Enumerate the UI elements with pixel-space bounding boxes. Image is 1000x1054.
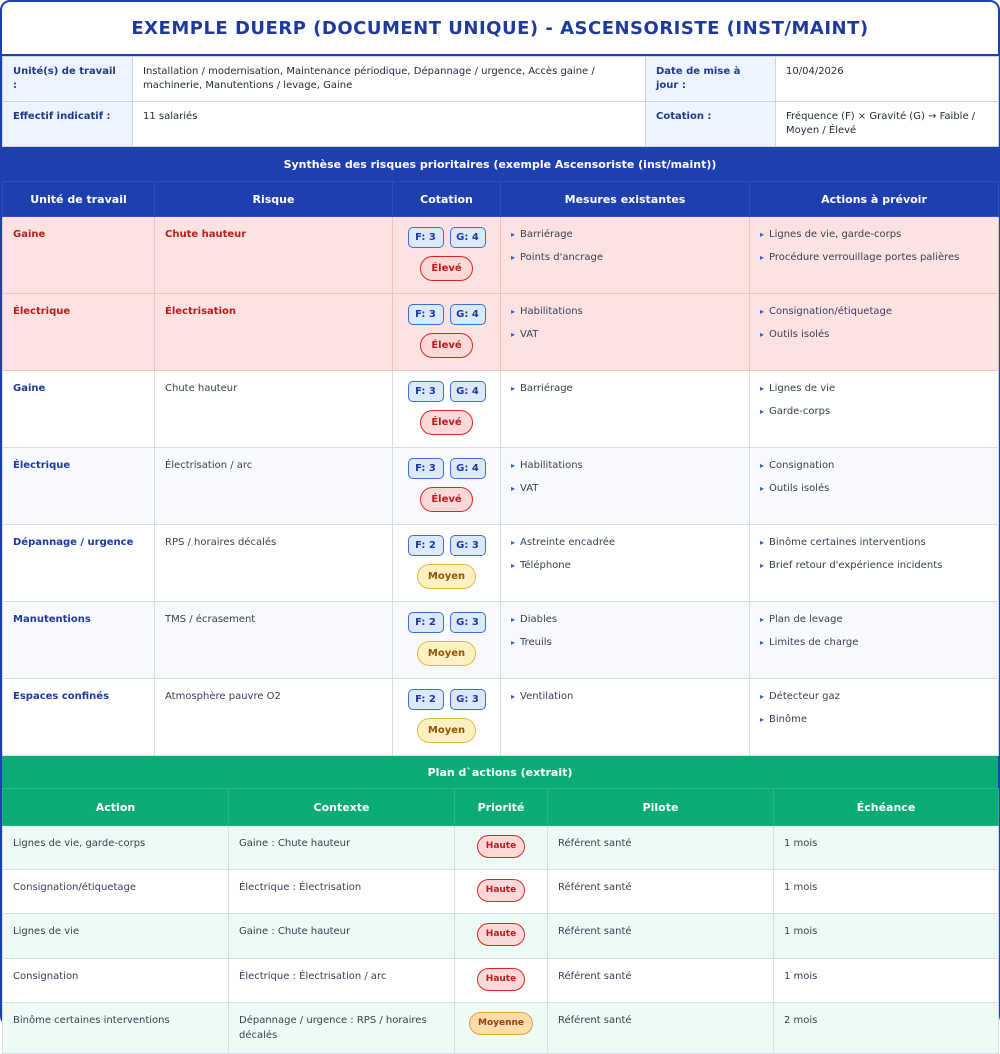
plan-action: Consignation/étiquetage bbox=[3, 870, 229, 914]
frequency-gravity bbox=[403, 381, 490, 402]
plan-row bbox=[3, 870, 999, 914]
existing-measures-list bbox=[511, 537, 739, 572]
plan-row bbox=[3, 826, 999, 870]
planned-actions-list bbox=[760, 229, 988, 264]
plan-header-priority: Priorité bbox=[455, 789, 548, 826]
risk-level-badge: Élevé bbox=[420, 410, 472, 435]
existing-measures-list bbox=[511, 383, 739, 395]
frequency-chip: F: 2 bbox=[408, 689, 444, 710]
action-item: ▸ Lignes de vie, garde-corps bbox=[760, 229, 988, 241]
gravity-chip: G: 4 bbox=[450, 381, 486, 402]
measure-item: ▸ Ventilation bbox=[511, 691, 739, 703]
measure-item: ▸ VAT bbox=[511, 483, 739, 495]
risk-level-badge: Élevé bbox=[420, 333, 472, 358]
frequency-chip: F: 2 bbox=[408, 612, 444, 633]
frequency-gravity bbox=[403, 689, 490, 710]
gravity-chip: G: 4 bbox=[450, 227, 486, 248]
plan-action: Consignation bbox=[3, 958, 229, 1002]
gravity-chip: G: 3 bbox=[450, 612, 486, 633]
risk-name: Électrisation bbox=[155, 294, 393, 371]
risk-header-unit: Unité de travail bbox=[3, 182, 155, 217]
measure-item: ▸ VAT bbox=[511, 329, 739, 341]
risk-unit: Électrique bbox=[3, 294, 155, 371]
action-item: ▸ Détecteur gaz bbox=[760, 691, 988, 703]
existing-measures-list bbox=[511, 460, 739, 495]
frequency-chip: F: 3 bbox=[408, 458, 444, 479]
risk-row bbox=[3, 679, 999, 756]
risk-rating-cell bbox=[393, 525, 501, 602]
action-item: ▸ Outils isolés bbox=[760, 483, 988, 495]
plan-context: Gaine : Chute hauteur bbox=[229, 826, 455, 870]
risk-unit: Gaine bbox=[3, 371, 155, 448]
risk-row bbox=[3, 294, 999, 371]
rating-label: Cotation : bbox=[646, 102, 776, 147]
measure-item: ▸ Astreinte encadrée bbox=[511, 537, 739, 549]
action-plan-table bbox=[2, 788, 999, 1054]
existing-measures-list bbox=[511, 614, 739, 649]
frequency-chip: F: 3 bbox=[408, 304, 444, 325]
staff-value: 11 salariés bbox=[133, 102, 646, 147]
existing-measures-cell bbox=[501, 448, 750, 525]
risks-section-title: Synthèse des risques prioritaires (exemple Ascensoriste (inst/maint)) bbox=[2, 147, 998, 181]
gravity-chip: G: 4 bbox=[450, 458, 486, 479]
risk-rating-cell bbox=[393, 294, 501, 371]
action-item: ▸ Plan de levage bbox=[760, 614, 988, 626]
staff-label: Effectif indicatif : bbox=[3, 102, 133, 147]
existing-measures-cell bbox=[501, 217, 750, 294]
plan-pilot: Référent santé bbox=[548, 914, 774, 958]
plan-priority-cell bbox=[455, 958, 548, 1002]
plan-section-title: Plan d`actions (extrait) bbox=[2, 756, 998, 788]
planned-actions-cell bbox=[750, 294, 999, 371]
priority-badge: Haute bbox=[477, 923, 525, 946]
risk-name: Atmosphère pauvre O2 bbox=[155, 679, 393, 756]
plan-due: 1 mois bbox=[774, 958, 999, 1002]
measure-item: ▸ Téléphone bbox=[511, 560, 739, 572]
measure-item: ▸ Habilitations bbox=[511, 460, 739, 472]
plan-header-context: Contexte bbox=[229, 789, 455, 826]
plan-context: Électrique : Électrisation / arc bbox=[229, 958, 455, 1002]
plan-context: Gaine : Chute hauteur bbox=[229, 914, 455, 958]
existing-measures-list bbox=[511, 691, 739, 703]
frequency-gravity bbox=[403, 227, 490, 248]
risk-name: TMS / écrasement bbox=[155, 602, 393, 679]
action-item: ▸ Binôme certaines interventions bbox=[760, 537, 988, 549]
existing-measures-cell bbox=[501, 294, 750, 371]
existing-measures-list bbox=[511, 229, 739, 264]
measure-item: ▸ Diables bbox=[511, 614, 739, 626]
plan-pilot: Référent santé bbox=[548, 1002, 774, 1053]
frequency-chip: F: 3 bbox=[408, 381, 444, 402]
risk-header-rating: Cotation bbox=[393, 182, 501, 217]
action-item: ▸ Limites de charge bbox=[760, 637, 988, 649]
measure-item: ▸ Treuils bbox=[511, 637, 739, 649]
measure-item: ▸ Barriérage bbox=[511, 229, 739, 241]
risk-level-badge: Moyen bbox=[417, 718, 476, 743]
planned-actions-list bbox=[760, 460, 988, 495]
plan-row bbox=[3, 914, 999, 958]
priority-badge: Haute bbox=[477, 968, 525, 991]
frequency-chip: F: 2 bbox=[408, 535, 444, 556]
plan-due: 1 mois bbox=[774, 826, 999, 870]
action-item: ▸ Lignes de vie bbox=[760, 383, 988, 395]
plan-priority-cell bbox=[455, 870, 548, 914]
planned-actions-cell bbox=[750, 448, 999, 525]
risk-row bbox=[3, 525, 999, 602]
priority-badge: Haute bbox=[477, 879, 525, 902]
risk-unit: Manutentions bbox=[3, 602, 155, 679]
planned-actions-cell bbox=[750, 217, 999, 294]
priority-badge: Moyenne bbox=[469, 1012, 533, 1035]
plan-action: Lignes de vie, garde-corps bbox=[3, 826, 229, 870]
document-title: EXEMPLE DUERP (DOCUMENT UNIQUE) - ASCENSORISTE (INST/MAINT) bbox=[2, 2, 998, 56]
existing-measures-list bbox=[511, 306, 739, 341]
risk-unit: Gaine bbox=[3, 217, 155, 294]
plan-header-due: Échéance bbox=[774, 789, 999, 826]
action-item: ▸ Garde-corps bbox=[760, 406, 988, 418]
frequency-gravity bbox=[403, 458, 490, 479]
plan-row bbox=[3, 958, 999, 1002]
risk-level-badge: Élevé bbox=[420, 256, 472, 281]
plan-priority-cell bbox=[455, 1002, 548, 1053]
frequency-gravity bbox=[403, 304, 490, 325]
plan-due: 2 mois bbox=[774, 1002, 999, 1053]
risk-level-badge: Moyen bbox=[417, 641, 476, 666]
planned-actions-list bbox=[760, 306, 988, 341]
existing-measures-cell bbox=[501, 371, 750, 448]
planned-actions-list bbox=[760, 383, 988, 418]
risk-table bbox=[2, 181, 999, 756]
risk-name: Chute hauteur bbox=[155, 371, 393, 448]
plan-header-pilot: Pilote bbox=[548, 789, 774, 826]
planned-actions-cell bbox=[750, 525, 999, 602]
risk-row bbox=[3, 448, 999, 525]
plan-action: Lignes de vie bbox=[3, 914, 229, 958]
risk-header-risk: Risque bbox=[155, 182, 393, 217]
risk-rating-cell bbox=[393, 602, 501, 679]
plan-due: 1 mois bbox=[774, 870, 999, 914]
planned-actions-list bbox=[760, 614, 988, 649]
plan-pilot: Référent santé bbox=[548, 958, 774, 1002]
frequency-chip: F: 3 bbox=[408, 227, 444, 248]
risk-row bbox=[3, 371, 999, 448]
risk-unit: Dépannage / urgence bbox=[3, 525, 155, 602]
existing-measures-cell bbox=[501, 525, 750, 602]
risk-unit: Électrique bbox=[3, 448, 155, 525]
priority-badge: Haute bbox=[477, 835, 525, 858]
action-item: ▸ Outils isolés bbox=[760, 329, 988, 341]
risk-row bbox=[3, 217, 999, 294]
risk-row bbox=[3, 602, 999, 679]
plan-row bbox=[3, 1002, 999, 1053]
planned-actions-cell bbox=[750, 371, 999, 448]
date-value: 10/04/2026 bbox=[776, 57, 999, 102]
action-item: ▸ Consignation bbox=[760, 460, 988, 472]
units-label: Unité(s) de travail : bbox=[3, 57, 133, 102]
planned-actions-cell bbox=[750, 602, 999, 679]
risk-name: Chute hauteur bbox=[155, 217, 393, 294]
plan-context: Dépannage / urgence : RPS / horaires décalés bbox=[229, 1002, 455, 1053]
existing-measures-cell bbox=[501, 602, 750, 679]
rating-value: Fréquence (F) × Gravité (G) → Faible / Moyen / Élevé bbox=[776, 102, 999, 147]
risk-header-measures: Mesures existantes bbox=[501, 182, 750, 217]
risk-name: Électrisation / arc bbox=[155, 448, 393, 525]
planned-actions-list bbox=[760, 691, 988, 726]
plan-priority-cell bbox=[455, 826, 548, 870]
action-item: ▸ Consignation/étiquetage bbox=[760, 306, 988, 318]
measure-item: ▸ Points d'ancrage bbox=[511, 252, 739, 264]
risk-rating-cell bbox=[393, 448, 501, 525]
planned-actions-list bbox=[760, 537, 988, 572]
date-label: Date de mise à jour : bbox=[646, 57, 776, 102]
action-item: ▸ Procédure verrouillage portes palières bbox=[760, 252, 988, 264]
risk-header-actions: Actions à prévoir bbox=[750, 182, 999, 217]
plan-pilot: Référent santé bbox=[548, 826, 774, 870]
units-value: Installation / modernisation, Maintenance périodique, Dépannage / urgence, Accès gaine / machinerie, Manutentions / levage, Gaine bbox=[133, 57, 646, 102]
plan-action: Binôme certaines interventions bbox=[3, 1002, 229, 1053]
existing-measures-cell bbox=[501, 679, 750, 756]
risk-unit: Espaces confinés bbox=[3, 679, 155, 756]
plan-context: Électrique : Électrisation bbox=[229, 870, 455, 914]
frequency-gravity bbox=[403, 612, 490, 633]
risk-rating-cell bbox=[393, 371, 501, 448]
action-item: ▸ Binôme bbox=[760, 714, 988, 726]
frequency-gravity bbox=[403, 535, 490, 556]
risk-rating-cell bbox=[393, 679, 501, 756]
info-table bbox=[2, 56, 999, 147]
plan-pilot: Référent santé bbox=[548, 870, 774, 914]
risk-name: RPS / horaires décalés bbox=[155, 525, 393, 602]
risk-level-badge: Moyen bbox=[417, 564, 476, 589]
gravity-chip: G: 3 bbox=[450, 689, 486, 710]
planned-actions-cell bbox=[750, 679, 999, 756]
gravity-chip: G: 4 bbox=[450, 304, 486, 325]
plan-priority-cell bbox=[455, 914, 548, 958]
measure-item: ▸ Habilitations bbox=[511, 306, 739, 318]
risk-rating-cell bbox=[393, 217, 501, 294]
action-item: ▸ Brief retour d'expérience incidents bbox=[760, 560, 988, 572]
plan-due: 1 mois bbox=[774, 914, 999, 958]
risk-level-badge: Élevé bbox=[420, 487, 472, 512]
gravity-chip: G: 3 bbox=[450, 535, 486, 556]
measure-item: ▸ Barriérage bbox=[511, 383, 739, 395]
plan-header-action: Action bbox=[3, 789, 229, 826]
